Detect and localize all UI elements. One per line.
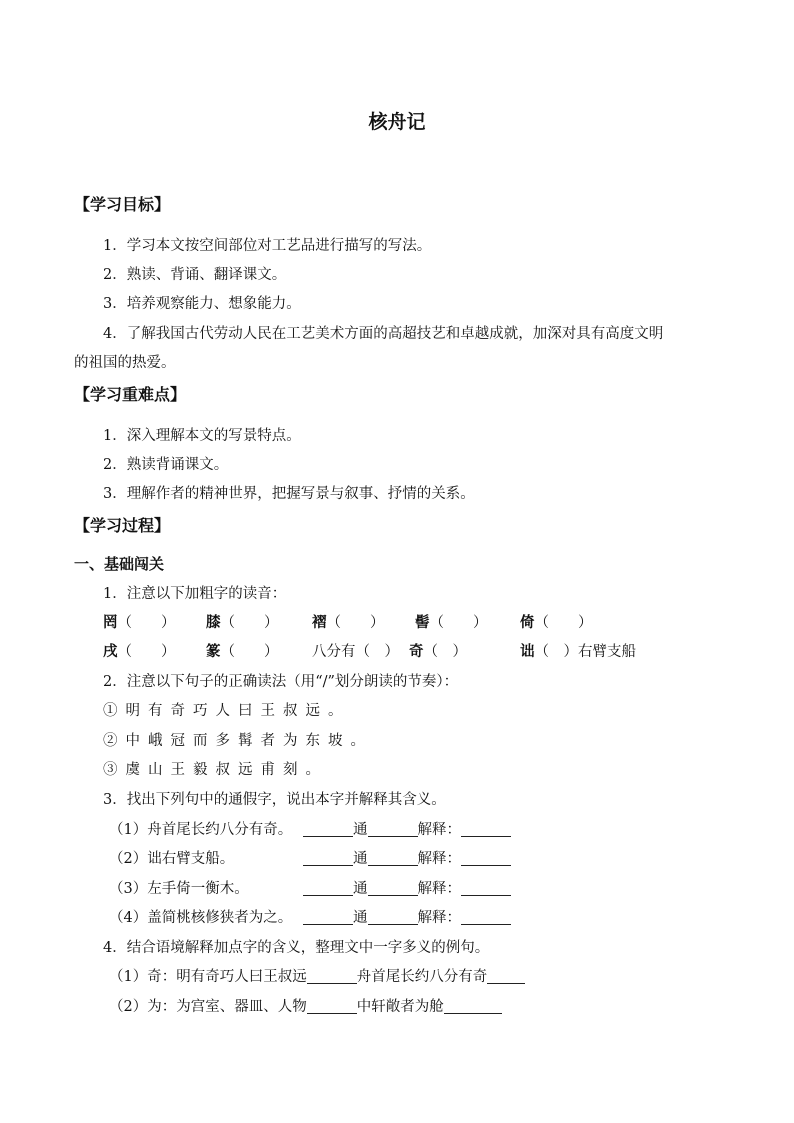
answer-blank[interactable] bbox=[307, 968, 357, 984]
answer-paren[interactable]: （ ） bbox=[220, 644, 279, 660]
goal-item: 1．学习本文按空间部位对工艺品进行描写的写法。 bbox=[103, 238, 432, 254]
answer-blank[interactable] bbox=[303, 821, 353, 837]
answer-paren[interactable]: （ ） bbox=[220, 615, 279, 631]
pron-item bbox=[103, 611, 176, 632]
q3-label: （3）左手倚一衡木。 bbox=[109, 881, 249, 897]
keypoint-item: 2．熟读背诵课文。 bbox=[103, 457, 229, 473]
answer-blank[interactable] bbox=[461, 909, 511, 925]
tong-label: 通 bbox=[353, 851, 368, 867]
answer-blank[interactable] bbox=[303, 850, 353, 866]
keypoint-item: 1．深入理解本文的写景特点。 bbox=[103, 428, 301, 444]
pron-item bbox=[520, 611, 593, 632]
q3-blanks bbox=[303, 818, 511, 839]
pron-item bbox=[312, 611, 385, 632]
reading-sentence: ②中峨冠而多髯者为东坡。 bbox=[103, 733, 373, 749]
jieshi-label: 解释： bbox=[417, 822, 461, 838]
answer-paren[interactable]: （ ） bbox=[534, 644, 578, 660]
answer-blank[interactable] bbox=[461, 850, 511, 866]
answer-blank[interactable] bbox=[444, 998, 502, 1014]
answer-blank[interactable] bbox=[368, 909, 418, 925]
answer-paren[interactable]: （ ） bbox=[117, 615, 176, 631]
goal-item: 4．了解我国古代劳动人民在工艺美术方面的高超技艺和卓越成就，加深对具有高度文明 bbox=[103, 326, 664, 342]
tong-label: 通 bbox=[353, 822, 368, 838]
answer-paren[interactable]: （ ） bbox=[326, 615, 385, 631]
pron-item bbox=[520, 640, 636, 661]
answer-blank[interactable] bbox=[487, 968, 525, 984]
jieshi-label: 解释： bbox=[417, 881, 461, 897]
answer-blank[interactable] bbox=[368, 850, 418, 866]
tong-label: 通 bbox=[353, 910, 368, 926]
q4-example-b: 舟首尾长约八分有奇 bbox=[356, 969, 488, 985]
keypoints-heading: 【学习重难点】 bbox=[74, 385, 187, 404]
answer-paren[interactable]: （ ） bbox=[355, 644, 399, 660]
question-2: 2．注意以下句子的正确读法（用“/”划分朗读的节奏）： bbox=[103, 674, 459, 690]
pron-item bbox=[206, 611, 279, 632]
answer-blank[interactable] bbox=[461, 821, 511, 837]
answer-blank[interactable] bbox=[368, 821, 418, 837]
pron-item bbox=[312, 640, 399, 661]
q3-blanks bbox=[303, 877, 511, 898]
pron-item bbox=[206, 640, 279, 661]
q4-example-b: 中轩敞者为舱 bbox=[356, 999, 444, 1015]
q3-label: （4）盖简桃核修狭者为之。 bbox=[109, 910, 293, 926]
pron-suffix: 右臂支船 bbox=[578, 644, 636, 660]
answer-paren[interactable]: （ ） bbox=[423, 644, 467, 660]
goals-heading: 【学习目标】 bbox=[74, 195, 171, 214]
q4-example-a: （2）为：为宫室、器皿、人物 bbox=[109, 999, 307, 1015]
q3-blanks bbox=[303, 847, 511, 868]
answer-paren[interactable]: （ ） bbox=[534, 615, 593, 631]
process-heading: 【学习过程】 bbox=[74, 516, 171, 535]
q4-item bbox=[109, 995, 502, 1016]
question-4: 4．结合语境解释加点字的含义，整理文中一字多义的例句。 bbox=[103, 940, 490, 956]
bold-char: 褶 bbox=[312, 614, 327, 631]
bold-char: 戌 bbox=[103, 643, 118, 660]
goal-item-continued: 的祖国的热爱。 bbox=[74, 355, 176, 371]
answer-paren[interactable]: （ ） bbox=[117, 644, 176, 660]
bold-char: 诎 bbox=[520, 643, 535, 660]
pron-item bbox=[103, 640, 176, 661]
q3-label: （2）诎右臂支船。 bbox=[109, 851, 235, 867]
answer-paren[interactable]: （ ） bbox=[429, 615, 488, 631]
goal-item: 2．熟读、背诵、翻译课文。 bbox=[103, 267, 287, 283]
keypoint-item: 3．理解作者的精神世界，把握写景与叙事、抒情的关系。 bbox=[103, 486, 475, 502]
bold-char: 倚 bbox=[520, 614, 535, 631]
bold-char: 篆 bbox=[206, 643, 221, 660]
answer-blank[interactable] bbox=[461, 880, 511, 896]
answer-blank[interactable] bbox=[303, 909, 353, 925]
reading-sentence: ③虞山王毅叔远甫刻。 bbox=[103, 762, 328, 778]
q3-blanks bbox=[303, 906, 511, 927]
bold-char: 奇 bbox=[409, 643, 424, 660]
bold-char: 膝 bbox=[206, 614, 221, 631]
reading-sentence: ①明有奇巧人曰王叔远。 bbox=[103, 703, 351, 719]
jieshi-label: 解释： bbox=[417, 851, 461, 867]
section-heading: 一、基础闯关 bbox=[74, 555, 165, 573]
answer-blank[interactable] bbox=[307, 998, 357, 1014]
page-title: 核舟记 bbox=[368, 111, 426, 133]
answer-blank[interactable] bbox=[368, 880, 418, 896]
goal-item: 3．培养观察能力、想象能力。 bbox=[103, 296, 301, 312]
q3-label: （1）舟首尾长约八分有奇。 bbox=[109, 822, 293, 838]
bold-char: 髻 bbox=[415, 614, 430, 631]
pron-prefix: 八分有 bbox=[312, 644, 356, 660]
q4-item bbox=[109, 965, 525, 986]
q4-example-a: （1）奇：明有奇巧人曰王叔远 bbox=[109, 969, 307, 985]
jieshi-label: 解释： bbox=[417, 910, 461, 926]
answer-blank[interactable] bbox=[303, 880, 353, 896]
tong-label: 通 bbox=[353, 881, 368, 897]
pron-item bbox=[409, 640, 467, 661]
question-3: 3．找出下列句中的通假字，说出本字并解释其含义。 bbox=[103, 792, 446, 808]
pron-item bbox=[415, 611, 488, 632]
bold-char: 罔 bbox=[103, 614, 118, 631]
question-1: 1．注意以下加粗字的读音： bbox=[103, 586, 287, 602]
